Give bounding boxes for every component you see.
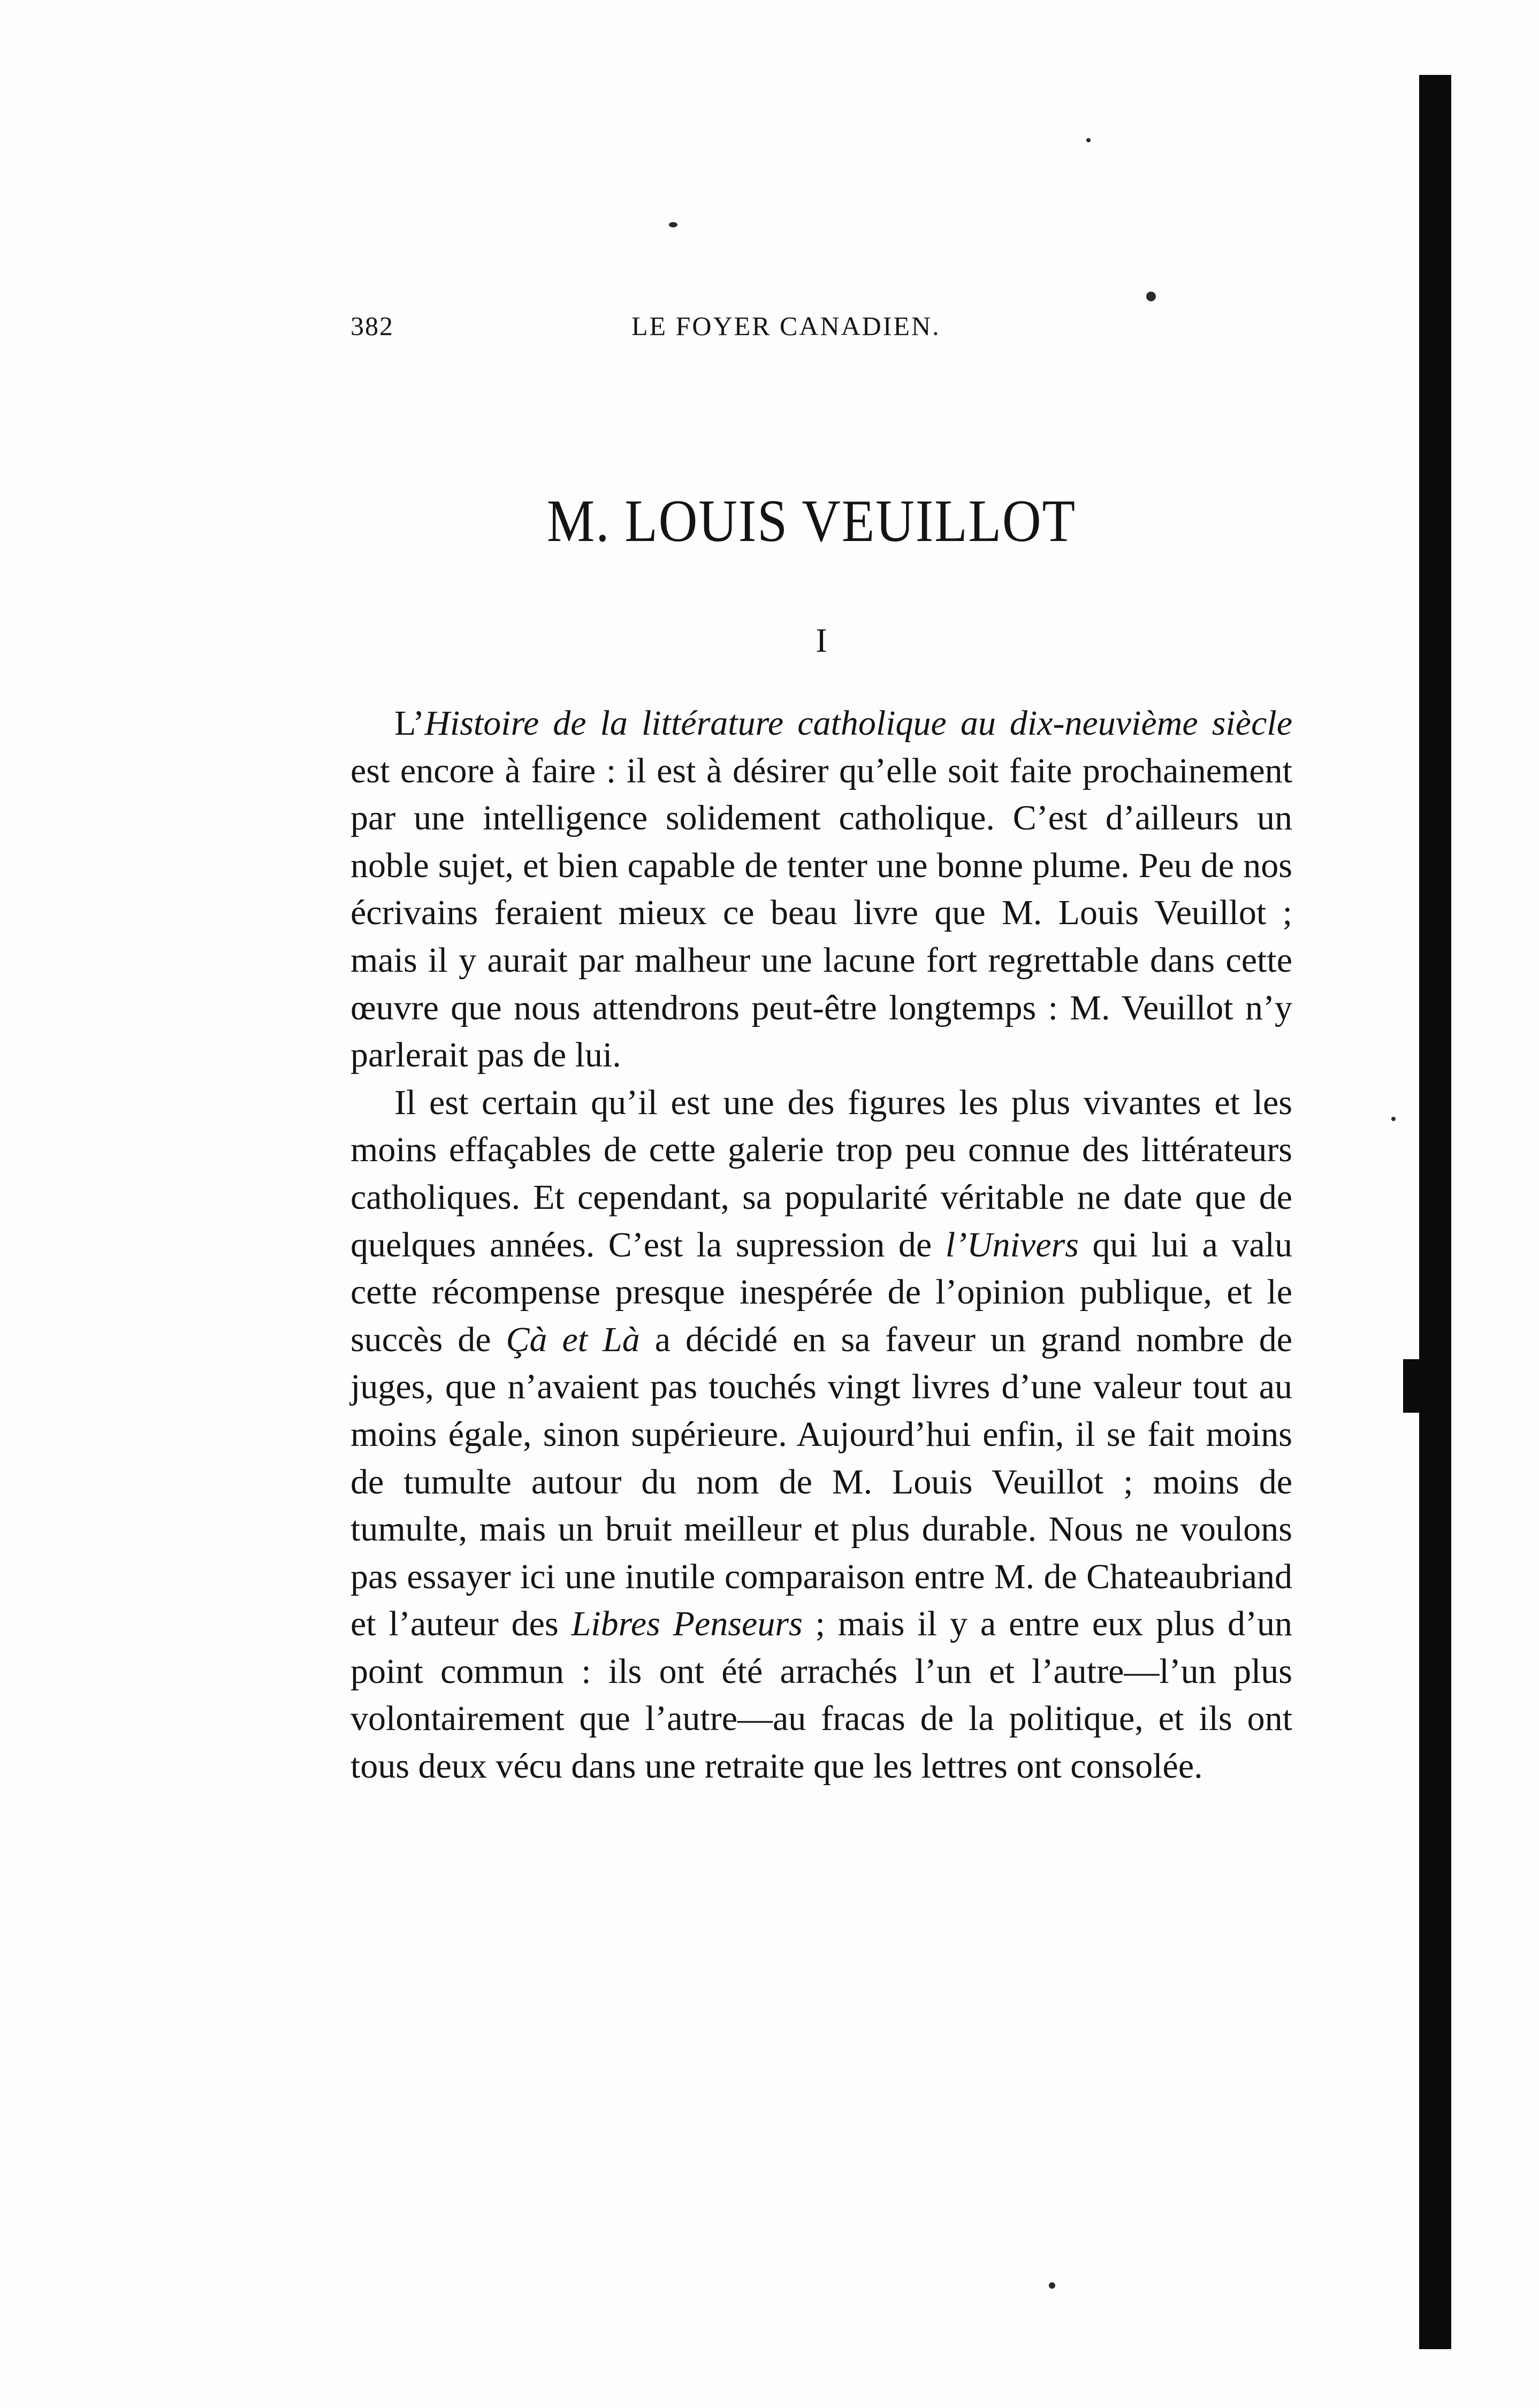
binding-edge bbox=[1419, 75, 1451, 2349]
italic-title-run: Libres Penseurs bbox=[571, 1604, 803, 1644]
journal-title: LE FOYER CANADIEN. bbox=[631, 311, 941, 341]
text-run: est encore à faire : il est à désirer qu’elle soit faite prochainement par une intelligence solidement catholique. C’est d’ailleurs un noble sujet, et bien capable de tenter une bonne plume. Peu de nos écrivains feraient mieux ce beau livre que M. Louis Veuillot ; mais il y aurait par malheur une lacune fort regrettable dans cette œuvre que nous attendrons peut-être longtemps : M. Veuillot n’y parlerait pas de lui. bbox=[351, 751, 1292, 1075]
text-run: L’ bbox=[394, 704, 425, 743]
italic-title-run: Histoire de la littérature catholique au dix-neuvième siècle bbox=[424, 704, 1292, 743]
article-title: M. LOUIS VEUILLOT bbox=[546, 488, 1076, 554]
scan-speck bbox=[1146, 292, 1156, 301]
running-head bbox=[0, 310, 1539, 342]
italic-title-run: Çà et Là bbox=[506, 1320, 640, 1359]
text-run: ; mais il y a entre eux plus d’un point commun : ils ont été arrachés l’un et l’autre—l’un plus volontairement que l’autre—au fracas de la politique, et ils ont tous deux vécu dans une retraite que les lettres ont consolée. bbox=[351, 1604, 1293, 1786]
paragraph bbox=[351, 1079, 1292, 1790]
article-body bbox=[351, 700, 1292, 1790]
scan-speck bbox=[1086, 138, 1091, 142]
text-run: a décidé en sa faveur un grand nombre de juges, que n’avaient pas touchés vingt livres d’une valeur tout au moins égale, sinon supérieure. Aujourd’hui enfin, il se fait moins de tumulte autour du nom de M. Louis Veuillot ; moins de tumulte, mais un bruit meilleur et plus durable. Nous ne voulons pas essayer ici une inutile comparaison entre M. de Chateaubriand et l’auteur des bbox=[351, 1320, 1292, 1644]
scan-speck bbox=[1049, 2282, 1055, 2289]
italic-title-run: l’Univers bbox=[945, 1225, 1079, 1264]
binding-notch bbox=[1403, 1359, 1421, 1413]
page-number: 382 bbox=[351, 311, 394, 341]
section-number: I bbox=[816, 621, 827, 659]
scan-speck bbox=[1391, 1117, 1396, 1121]
text-run: Il est certain qu’il est une des figures les plus vivantes et les moins effaçables de cette galerie trop peu connue des littérateurs catholiques. Et cependant, sa popularité véritable ne date que de quelques années. C’est la supression de bbox=[351, 1083, 1292, 1264]
paragraph bbox=[351, 700, 1292, 1079]
scan-speck bbox=[669, 222, 677, 227]
text-run: qui lui a valu cette récompense presque inespérée de l’opinion publique, et le succès de bbox=[351, 1225, 1292, 1359]
